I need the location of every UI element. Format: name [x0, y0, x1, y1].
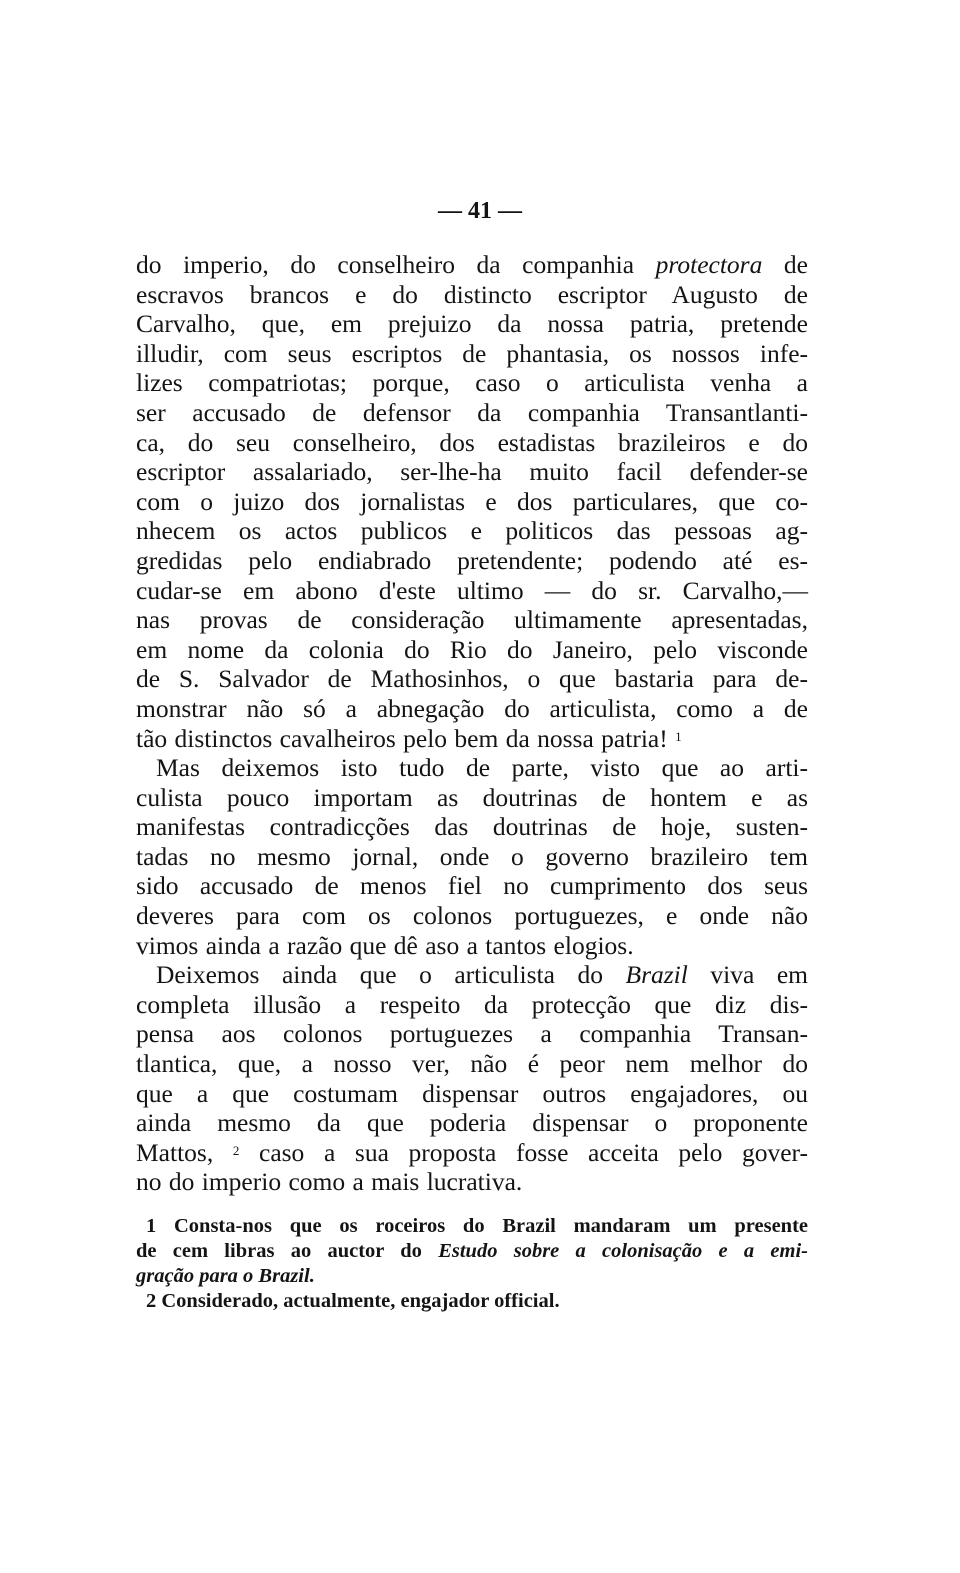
text-run: Mas deixemos isto tudo de parte, visto que ao arti- [156, 753, 808, 783]
text-line [136, 694, 808, 724]
text-run: tlantica, que, a nosso ver, não é peor nem melhor do [136, 1049, 808, 1079]
text-run: 2 Considerado, actualmente, engajador official. [146, 1290, 560, 1312]
text-run: de S. Salvador de Mathosinhos, o que bastaria para de- [136, 664, 808, 694]
text-run: monstrar não só a abnegação do articulista, como a de [136, 693, 808, 723]
text-line [136, 428, 808, 458]
text-run: ainda mesmo da que poderia dispensar o proponente [136, 1108, 808, 1138]
footnote [136, 1214, 808, 1289]
footnote-marker: 2 [232, 1142, 240, 1158]
page-number: — 41 — [438, 198, 522, 224]
text-line [136, 1049, 808, 1079]
text-run: tadas no mesmo jornal, onde o governo brazileiro tem [136, 841, 808, 871]
text-line [136, 1167, 808, 1197]
text-line [136, 398, 808, 428]
footnotes [136, 1214, 808, 1314]
text-run: de [762, 250, 809, 279]
italic-text: gração para o Brazil. [136, 1265, 315, 1287]
text-run: nas provas de consideração ultimamente apresentadas, [136, 605, 808, 635]
text-line [136, 664, 808, 694]
text-run: manifestas contradicções das doutrinas de hoje, susten- [136, 812, 808, 842]
text-line [136, 871, 808, 901]
paragraph [136, 960, 808, 1197]
paragraph [136, 250, 808, 753]
text-run: caso a sua proposta fosse acceita pelo gover- [239, 1137, 808, 1167]
text-run: deveres para com os colonos portuguezes, e onde não [136, 901, 808, 931]
text-line [136, 931, 808, 961]
italic-text: Estudo sobre a colonisação e a emi- [438, 1240, 808, 1262]
text-run: viva em [687, 960, 808, 990]
text-line [136, 783, 808, 813]
text-line [136, 250, 808, 280]
footnote-line [136, 1264, 808, 1289]
text-line [136, 605, 808, 635]
text-run: cudar-se em abono d'este ultimo — do sr. Carvalho,— [136, 575, 808, 605]
text-line [136, 516, 808, 546]
footnote-line [146, 1289, 808, 1314]
paragraph [136, 753, 808, 960]
text-line [136, 724, 808, 754]
text-line [136, 309, 808, 339]
text-line [136, 1138, 808, 1168]
text-run: escriptor assalariado, ser-lhe-ha muito facil defender-se [136, 457, 808, 487]
text-line [136, 487, 808, 517]
text-line [136, 960, 808, 990]
text-run: sido accusado de menos fiel no cumprimento dos seus [136, 871, 808, 901]
text-run: em nome da colonia do Rio do Janeiro, pelo visconde [136, 634, 808, 664]
text-run: illudir, com seus escriptos de phantasia, os nossos infe- [136, 338, 808, 368]
text-run: Carvalho, que, em prejuizo da nossa patria, pretende [136, 309, 808, 339]
text-run: no do imperio como a mais lucrativa. [136, 1167, 523, 1197]
text-run: gredidas pelo endiabrado pretendente; podendo até es- [136, 545, 808, 575]
footnote-marker: 1 [675, 728, 682, 744]
footnote [146, 1289, 808, 1314]
text-run: com o juizo dos jornalistas e dos particulares, que co- [136, 486, 808, 516]
text-run: culista pouco importam as doutrinas de hontem e as [136, 782, 808, 812]
text-run: vimos ainda a razão que dê aso a tantos elogios. [136, 930, 634, 960]
text-line [136, 753, 808, 783]
text-line [136, 635, 808, 665]
body-text [136, 250, 808, 1197]
text-run: escravos brancos e do distincto escriptor Augusto de [136, 279, 808, 309]
italic-text: protectora [655, 250, 763, 279]
text-run: nhecem os actos publicos e politicos das pessoas ag- [136, 516, 808, 546]
text-line [136, 1019, 808, 1049]
text-run: Mattos, [136, 1137, 233, 1167]
text-run: Deixemos ainda que o articulista do [156, 960, 626, 990]
footnote-line [146, 1214, 808, 1239]
text-line [136, 990, 808, 1020]
text-line [136, 546, 808, 576]
text-run: que a que costumam dispensar outros engajadores, ou [136, 1078, 808, 1108]
text-line [136, 280, 808, 310]
text-run: ca, do seu conselheiro, dos estadistas brazileiros e do [136, 427, 808, 457]
text-run: lizes compatriotas; porque, caso o articulista venha a [136, 368, 808, 398]
text-run: tão distinctos cavalheiros pelo bem da nossa patria! [136, 723, 676, 753]
text-run: 1 Consta-nos que os roceiros do Brazil mandaram um presente [146, 1215, 808, 1237]
text-line [136, 812, 808, 842]
text-line [136, 339, 808, 369]
text-line [136, 368, 808, 398]
text-line [136, 457, 808, 487]
text-line [136, 901, 808, 931]
text-run: de cem libras ao auctor do [136, 1240, 439, 1262]
text-line [136, 842, 808, 872]
text-run: completa illusão a respeito da protecção que diz dis- [136, 989, 808, 1019]
text-line [136, 576, 808, 606]
footnote-line [136, 1239, 808, 1264]
text-run: pensa aos colonos portuguezes a companhia Transan- [136, 1019, 808, 1049]
text-line [136, 1108, 808, 1138]
text-run: ser accusado de defensor da companhia Transantlanti- [136, 397, 808, 427]
italic-text: Brazil [625, 960, 688, 990]
text-run: do imperio, do conselheiro da companhia [136, 250, 656, 279]
text-line [136, 1079, 808, 1109]
